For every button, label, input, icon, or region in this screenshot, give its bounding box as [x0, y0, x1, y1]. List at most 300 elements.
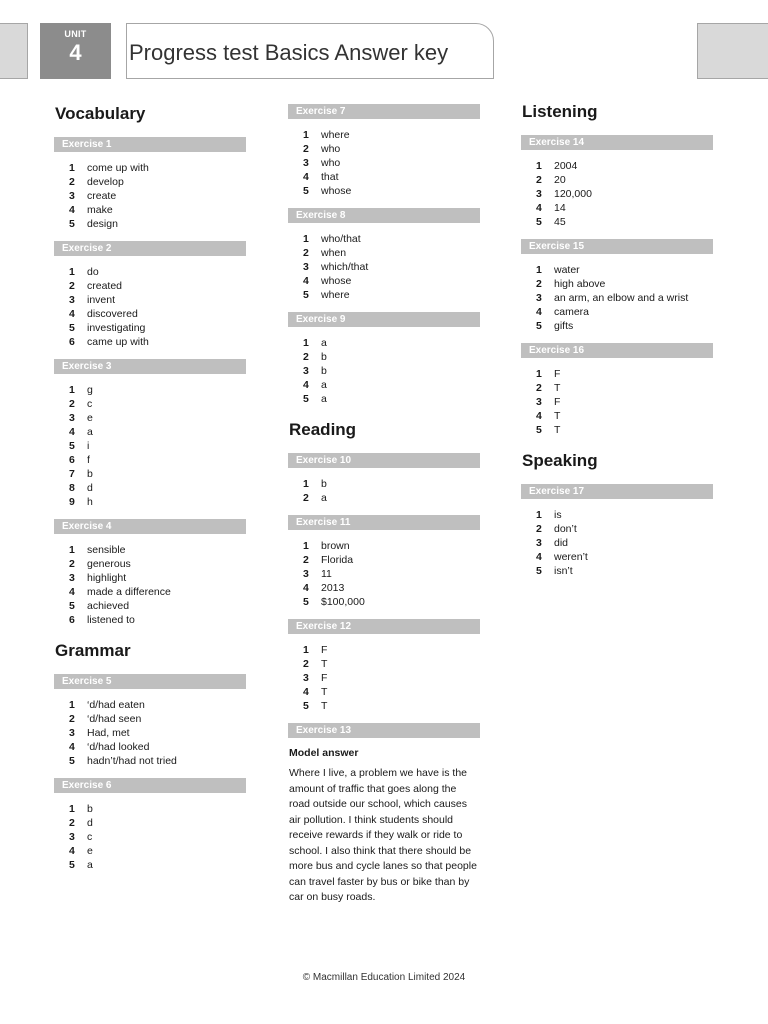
answer-number: 1 — [303, 644, 309, 656]
answer-number: 3 — [303, 261, 309, 273]
answer-item — [536, 423, 713, 437]
answer-number: 9 — [69, 496, 75, 508]
answer-text: develop — [87, 176, 124, 188]
answer-list — [521, 508, 713, 578]
answer-text: make — [87, 204, 113, 216]
copyright-footer: © Macmillan Education Limited 2024 — [302, 972, 466, 983]
answer-item — [69, 858, 246, 872]
answer-item — [536, 305, 713, 319]
answer-number: 5 — [69, 600, 75, 612]
answer-text: T — [554, 410, 561, 422]
exercise-label: Exercise 13 — [288, 723, 480, 738]
answer-text: 11 — [321, 568, 332, 580]
answer-item — [69, 189, 246, 203]
answer-item — [303, 699, 480, 713]
exercise-block — [288, 515, 480, 609]
answer-text: 20 — [554, 174, 566, 186]
answer-item — [69, 754, 246, 768]
answer-item — [303, 364, 480, 378]
answer-number: 3 — [303, 672, 309, 684]
answer-text: i — [87, 440, 90, 452]
answer-text: h — [87, 496, 93, 508]
answer-number: 3 — [69, 294, 75, 306]
answer-list — [288, 336, 480, 406]
answer-number: 1 — [536, 264, 542, 276]
answer-number: 2 — [303, 247, 309, 259]
answer-text: b — [321, 365, 327, 377]
exercise-label: Exercise 10 — [288, 453, 480, 468]
answer-number: 3 — [303, 157, 309, 169]
answer-item — [69, 161, 246, 175]
answer-text: a — [321, 393, 327, 405]
answer-list — [288, 477, 480, 505]
answer-text: listened to — [87, 614, 135, 626]
answer-text: gifts — [554, 320, 574, 332]
answer-text: 120,000 — [554, 188, 592, 200]
answer-text: b — [321, 351, 327, 363]
answer-number: 1 — [303, 337, 309, 349]
answer-text: hadn’t/had not tried — [87, 755, 177, 767]
exercise-label: Exercise 1 — [54, 137, 246, 152]
answer-number: 5 — [303, 700, 309, 712]
answer-text: weren’t — [554, 551, 588, 563]
exercise-label: Exercise 16 — [521, 343, 713, 358]
answer-text: don’t — [554, 523, 577, 535]
answer-item — [536, 395, 713, 409]
answer-text: e — [87, 412, 93, 424]
answer-item — [69, 383, 246, 397]
answer-item — [69, 411, 246, 425]
exercise-label: Exercise 12 — [288, 619, 480, 634]
answer-number: 5 — [69, 755, 75, 767]
unit-number: 4 — [69, 40, 82, 65]
unit-badge — [40, 23, 111, 79]
answer-text: F — [554, 368, 561, 380]
exercise-block — [288, 104, 480, 198]
answer-item — [69, 712, 246, 726]
exercise-block — [54, 359, 246, 509]
answer-number: 4 — [69, 426, 75, 438]
answer-text: made a difference — [87, 586, 171, 598]
answer-item — [303, 553, 480, 567]
answer-list — [521, 159, 713, 229]
section-heading: Grammar — [55, 641, 131, 660]
answer-text: whose — [321, 185, 352, 197]
answer-text: created — [87, 280, 123, 292]
answer-item — [303, 567, 480, 581]
answer-text: a — [321, 379, 327, 391]
exercise-block — [521, 484, 713, 578]
answer-item — [69, 599, 246, 613]
answer-text: create — [87, 190, 117, 202]
answer-number: 2 — [69, 176, 75, 188]
answer-number: 1 — [69, 384, 75, 396]
answer-item — [536, 536, 713, 550]
title-box — [126, 23, 494, 79]
answer-text: g — [87, 384, 93, 396]
answer-number: 4 — [303, 171, 309, 183]
answer-list — [521, 263, 713, 333]
answer-number: 1 — [69, 699, 75, 711]
answer-number: 4 — [303, 686, 309, 698]
answer-text: came up with — [87, 336, 149, 348]
answer-number: 3 — [69, 572, 75, 584]
answer-number: 1 — [69, 803, 75, 815]
model-answer-block — [288, 723, 480, 906]
answer-text: 45 — [554, 216, 566, 228]
answer-text: sensible — [87, 544, 126, 556]
answer-item — [536, 550, 713, 564]
section-heading: Listening — [522, 102, 598, 121]
answer-item — [69, 740, 246, 754]
answer-number: 3 — [536, 537, 542, 549]
answer-number: 2 — [536, 382, 542, 394]
answer-text: camera — [554, 306, 590, 318]
answer-text: T — [321, 686, 328, 698]
answer-text: T — [321, 700, 328, 712]
answer-item — [303, 378, 480, 392]
answer-list — [54, 161, 246, 231]
answer-item — [536, 381, 713, 395]
answer-number: 4 — [69, 741, 75, 753]
answer-number: 3 — [536, 292, 542, 304]
exercise-block — [521, 343, 713, 437]
answer-list — [54, 383, 246, 509]
answer-number: 5 — [303, 393, 309, 405]
answer-number: 4 — [303, 582, 309, 594]
answer-item — [536, 409, 713, 423]
answer-number: 5 — [303, 185, 309, 197]
answer-text: f — [87, 454, 90, 466]
answer-item — [303, 477, 480, 491]
exercise-block — [54, 778, 246, 872]
answer-number: 2 — [303, 554, 309, 566]
answer-number: 5 — [536, 216, 542, 228]
answer-item — [303, 350, 480, 364]
answer-item — [303, 288, 480, 302]
answer-list — [288, 232, 480, 302]
exercise-block — [288, 453, 480, 505]
answer-text: whose — [321, 275, 352, 287]
answer-number: 5 — [536, 424, 542, 436]
answer-number: 1 — [536, 368, 542, 380]
answer-item — [69, 321, 246, 335]
answer-number: 6 — [69, 454, 75, 466]
answer-number: 4 — [536, 306, 542, 318]
answer-item — [69, 830, 246, 844]
answer-item — [536, 291, 713, 305]
section-heading: Vocabulary — [55, 104, 146, 123]
answer-list — [54, 265, 246, 349]
answer-text: that — [321, 171, 339, 183]
answer-text: b — [87, 803, 93, 815]
column-1 — [54, 104, 246, 882]
answer-item — [536, 173, 713, 187]
answer-text: a — [87, 426, 93, 438]
answer-number: 1 — [69, 544, 75, 556]
answer-text: F — [321, 672, 328, 684]
answer-text: where — [321, 289, 350, 301]
answer-item — [303, 671, 480, 685]
answer-text: c — [87, 398, 93, 410]
answer-text: 2004 — [554, 160, 578, 172]
exercise-block — [288, 208, 480, 302]
answer-number: 1 — [536, 509, 542, 521]
answer-number: 5 — [303, 289, 309, 301]
answer-item — [69, 726, 246, 740]
answer-text: which/that — [321, 261, 369, 273]
answer-number: 4 — [69, 586, 75, 598]
answer-item — [303, 142, 480, 156]
answer-text: water — [554, 264, 580, 276]
answer-item — [536, 508, 713, 522]
answer-item — [69, 453, 246, 467]
answer-list — [54, 543, 246, 627]
exercise-label: Exercise 4 — [54, 519, 246, 534]
answer-item — [69, 585, 246, 599]
answer-number: 4 — [536, 202, 542, 214]
answer-item — [69, 844, 246, 858]
answer-item — [303, 184, 480, 198]
answer-text: F — [554, 396, 561, 408]
answer-text: $100,000 — [321, 596, 365, 608]
answer-item — [303, 539, 480, 553]
answer-number: 5 — [303, 596, 309, 608]
answer-number: 4 — [536, 551, 542, 563]
answer-item — [303, 170, 480, 184]
model-answer-text: Where I live, a problem we have is the amount of traffic that goes along the road outside our school, which causes air pollution. I think students should receive rewards if they walk or ride to school. I also think that there should be more bus and cycle lanes so that people can travel faster by bus or bike than by car on busy roads. — [289, 767, 477, 903]
answer-number: 1 — [303, 478, 309, 490]
answer-text: when — [321, 247, 347, 259]
section-heading: Reading — [289, 420, 357, 439]
answer-number: 7 — [69, 468, 75, 480]
answer-item — [303, 392, 480, 406]
answer-item — [303, 156, 480, 170]
answer-item — [69, 557, 246, 571]
answer-item — [536, 215, 713, 229]
answer-number: 1 — [303, 233, 309, 245]
exercise-label: Exercise 17 — [521, 484, 713, 499]
answer-text: who/that — [321, 233, 361, 245]
answer-item — [69, 175, 246, 189]
answer-text: Florida — [321, 554, 354, 566]
answer-item — [69, 335, 246, 349]
answer-item — [69, 543, 246, 557]
column-3 — [521, 102, 713, 588]
answer-text: is — [554, 509, 562, 521]
answer-text: b — [321, 478, 327, 490]
answer-text: come up with — [87, 162, 149, 174]
answer-item — [69, 495, 246, 509]
exercise-label: Exercise 7 — [288, 104, 480, 119]
answer-number: 2 — [69, 817, 75, 829]
answer-number: 2 — [69, 398, 75, 410]
answer-text: F — [321, 644, 328, 656]
answer-text: a — [321, 337, 327, 349]
answer-item — [303, 581, 480, 595]
answer-item — [69, 307, 246, 321]
answer-number: 3 — [69, 190, 75, 202]
answer-item — [303, 685, 480, 699]
right-edge-tab — [697, 23, 768, 79]
answer-text: d — [87, 817, 93, 829]
answer-number: 1 — [303, 540, 309, 552]
answer-number: 5 — [69, 859, 75, 871]
answer-number: 2 — [536, 174, 542, 186]
exercise-label: Exercise 2 — [54, 241, 246, 256]
answer-item — [69, 397, 246, 411]
exercise-block — [54, 241, 246, 349]
answer-text: c — [87, 831, 93, 843]
page-title: Progress test Basics Answer key — [129, 40, 449, 65]
answer-item — [69, 816, 246, 830]
exercise-block — [288, 619, 480, 713]
answer-number: 1 — [69, 266, 75, 278]
answer-item — [69, 279, 246, 293]
answer-text: T — [554, 382, 561, 394]
answer-number: 5 — [69, 218, 75, 230]
answer-list — [288, 128, 480, 198]
answer-item — [536, 564, 713, 578]
answer-number: 3 — [303, 365, 309, 377]
exercise-label: Exercise 11 — [288, 515, 480, 530]
answer-item — [69, 425, 246, 439]
answer-list — [288, 643, 480, 713]
answer-number: 2 — [69, 280, 75, 292]
answer-item — [303, 595, 480, 609]
answer-item — [69, 265, 246, 279]
answer-text: generous — [87, 558, 131, 570]
answer-text: a — [87, 859, 93, 871]
answer-number: 5 — [536, 565, 542, 577]
answer-text: ‘d/had seen — [87, 713, 142, 725]
answer-list — [54, 802, 246, 872]
exercise-block — [288, 312, 480, 406]
answer-item — [303, 246, 480, 260]
answer-item — [536, 263, 713, 277]
answer-number: 1 — [536, 160, 542, 172]
column-2 — [288, 104, 480, 916]
answer-text: who — [321, 143, 341, 155]
answer-text: e — [87, 845, 93, 857]
answer-number: 4 — [69, 308, 75, 320]
answer-item — [303, 232, 480, 246]
answer-list — [521, 367, 713, 437]
model-answer-heading: Model answer — [289, 747, 359, 759]
exercise-block — [54, 137, 246, 231]
answer-text: ‘d/had eaten — [87, 699, 145, 711]
answer-number: 3 — [69, 727, 75, 739]
answer-item — [69, 439, 246, 453]
answer-number: 2 — [303, 492, 309, 504]
answer-number: 6 — [69, 336, 75, 348]
answer-text: T — [554, 424, 561, 436]
exercise-label: Exercise 15 — [521, 239, 713, 254]
answer-text: highlight — [87, 572, 127, 584]
exercise-block — [521, 239, 713, 333]
answer-text: invent — [87, 294, 116, 306]
section-heading: Speaking — [522, 451, 598, 470]
answer-number: 6 — [69, 614, 75, 626]
answer-item — [536, 367, 713, 381]
answer-number: 2 — [536, 278, 542, 290]
answer-item — [69, 571, 246, 585]
exercise-block — [54, 519, 246, 627]
answer-item — [303, 260, 480, 274]
exercise-label: Exercise 8 — [288, 208, 480, 223]
answer-number: 2 — [303, 658, 309, 670]
answer-item — [303, 643, 480, 657]
answer-text: brown — [321, 540, 350, 552]
answer-number: 1 — [303, 129, 309, 141]
answer-text: achieved — [87, 600, 130, 612]
answer-item — [303, 274, 480, 288]
answer-item — [69, 217, 246, 231]
answer-text: d — [87, 482, 93, 494]
answer-list — [288, 539, 480, 609]
answer-text: investigating — [87, 322, 146, 334]
exercise-label: Exercise 9 — [288, 312, 480, 327]
answer-text: high above — [554, 278, 606, 290]
exercise-label: Exercise 5 — [54, 674, 246, 689]
answer-item — [536, 159, 713, 173]
answer-number: 4 — [69, 845, 75, 857]
answer-text: 14 — [554, 202, 566, 214]
answer-number: 4 — [536, 410, 542, 422]
answer-item — [69, 698, 246, 712]
answer-text: Had, met — [87, 727, 130, 739]
answer-number: 2 — [303, 351, 309, 363]
answer-number: 3 — [69, 831, 75, 843]
answer-number: 1 — [69, 162, 75, 174]
answer-number: 5 — [536, 320, 542, 332]
answer-item — [536, 522, 713, 536]
answer-item — [303, 336, 480, 350]
answer-number: 3 — [303, 568, 309, 580]
answer-number: 2 — [69, 713, 75, 725]
answer-item — [69, 802, 246, 816]
answer-text: who — [321, 157, 341, 169]
answer-text: b — [87, 468, 93, 480]
answer-item — [69, 467, 246, 481]
answer-item — [536, 201, 713, 215]
answer-number: 8 — [69, 482, 75, 494]
answer-item — [303, 657, 480, 671]
answer-text: where — [321, 129, 350, 141]
answer-number: 5 — [69, 440, 75, 452]
exercise-label: Exercise 14 — [521, 135, 713, 150]
answer-number: 2 — [69, 558, 75, 570]
answer-number: 3 — [69, 412, 75, 424]
answer-item — [536, 187, 713, 201]
answer-number: 3 — [536, 188, 542, 200]
answer-text: an arm, an elbow and a wrist — [554, 292, 689, 304]
answer-text: T — [321, 658, 328, 670]
exercise-label: Exercise 6 — [54, 778, 246, 793]
answer-text: did — [554, 537, 569, 549]
unit-label: UNIT — [64, 29, 87, 39]
answer-item — [69, 203, 246, 217]
exercise-label: Exercise 3 — [54, 359, 246, 374]
answer-text: discovered — [87, 308, 138, 320]
answer-number: 4 — [303, 379, 309, 391]
answer-list — [54, 698, 246, 768]
answer-item — [536, 277, 713, 291]
answer-text: a — [321, 492, 327, 504]
exercise-block — [54, 674, 246, 768]
answer-item — [69, 481, 246, 495]
answer-item — [303, 128, 480, 142]
